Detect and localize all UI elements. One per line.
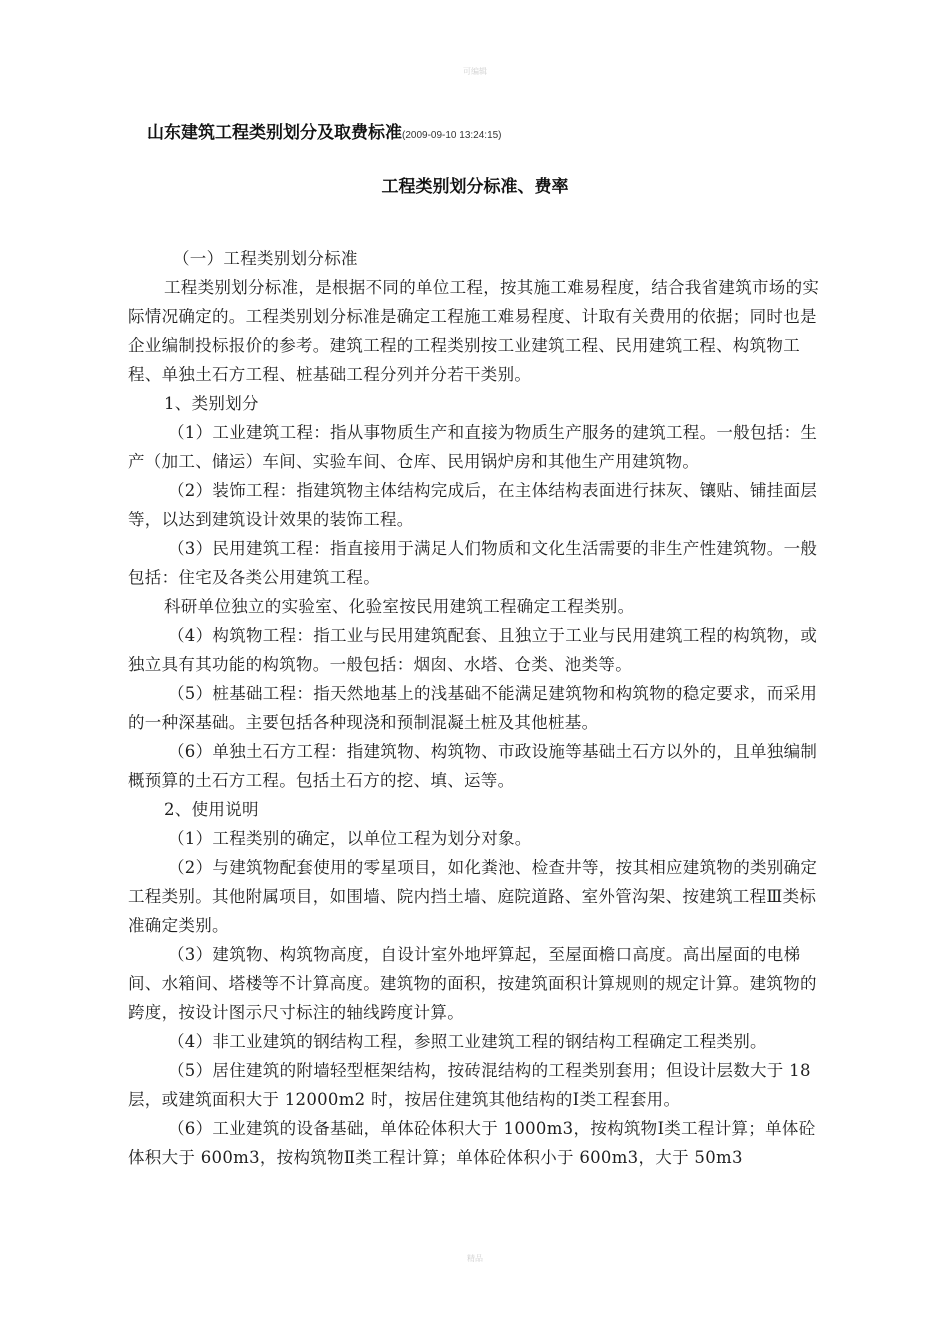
document-title: [147, 118, 502, 143]
title-timestamp: (2009-09-10 13:24:15): [402, 130, 502, 141]
paragraph: （6）工业建筑的设备基础，单体砼体积大于 1000m3，按构筑物Ⅰ类工程计算；单体砼体积大于 600m3，按构筑物Ⅱ类工程计算；单体砼体积小于 600m3，大于 50m3: [128, 1119, 816, 1167]
paragraph: （1）工程类别的确定，以单位工程为划分对象。: [168, 829, 532, 848]
paragraph: （2）装饰工程：指建筑物主体结构完成后，在主体结构表面进行抹灰、镶贴、铺挂面层等，以达到建筑设计效果的装饰工程。: [128, 481, 818, 529]
paragraph: （3）民用建筑工程：指直接用于满足人们物质和文化生活需要的非生产性建筑物。一般包括：住宅及各类公用建筑工程。: [128, 539, 818, 587]
paragraph: （5）桩基础工程：指天然地基上的浅基础不能满足建筑物和构筑物的稳定要求，而采用的一种深基础。主要包括各种现浇和预制混凝土桩及其他桩基。: [128, 684, 818, 732]
paragraph: （5）居住建筑的附墙轻型框架结构，按砖混结构的工程类别套用；但设计层数大于 18 层，或建筑面积大于 12000m2 时，按居住建筑其他结构的Ⅰ类工程套用。: [128, 1061, 811, 1109]
paragraph: （3）建筑物、构筑物高度，自设计室外地坪算起，至屋面檐口高度。高出屋面的电梯间、水箱间、塔楼等不计算高度。建筑物的面积，按建筑面积计算规则的规定计算。建筑物的跨度，按设计图示尺寸标注的轴线跨度计算。: [128, 945, 817, 1022]
paragraph: （4）非工业建筑的钢结构工程，参照工业建筑工程的钢结构工程确定工程类别。: [168, 1032, 767, 1051]
footer-watermark: 精品: [467, 1254, 483, 1263]
title-text: 山东建筑工程类别划分及取费标准: [147, 123, 402, 143]
subsection-heading: 1、类别划分: [164, 394, 259, 413]
paragraph: （2）与建筑物配套使用的零星项目，如化粪池、检查井等，按其相应建筑物的类别确定工程类别。其他附属项目，如围墙、院内挡土墙、庭院道路、室外管沟架、按建筑工程Ⅲ类标准确定类别。: [128, 858, 818, 935]
paragraph: 工程类别划分标准，是根据不同的单位工程，按其施工难易程度，结合我省建筑市场的实际情况确定的。工程类别划分标准是确定工程施工难易程度、计取有关费用的依据；同时也是企业编制投标报价的参考。建筑工程的工程类别按工业建筑工程、民用建筑工程、构筑物工程、单独土石方工程、桩基础工程分列并分若干类别。: [128, 278, 820, 384]
section-heading: （一）工程类别划分标准: [173, 249, 358, 268]
paragraph: （6）单独土石方工程：指建筑物、构筑物、市政设施等基础土石方以外的，且单独编制概预算的土石方工程。包括土石方的挖、填、运等。: [128, 742, 818, 790]
section-subtitle: 工程类别划分标准、费率: [381, 177, 569, 197]
subsection-heading: 2、使用说明: [164, 800, 259, 819]
header-watermark: 可编辑: [463, 67, 487, 76]
paragraph: （4）构筑物工程：指工业与民用建筑配套、且独立于工业与民用建筑工程的构筑物，或独立具有其功能的构筑物。一般包括：烟囱、水塔、仓类、池类等。: [128, 626, 818, 674]
paragraph: （1）工业建筑工程：指从事物质生产和直接为物质生产服务的建筑工程。一般包括：生产（加工、储运）车间、实验车间、仓库、民用锅炉房和其他生产用建筑物。: [128, 423, 818, 471]
document-body: [128, 244, 828, 1172]
paragraph: 科研单位独立的实验室、化验室按民用建筑工程确定工程类别。: [164, 597, 635, 616]
